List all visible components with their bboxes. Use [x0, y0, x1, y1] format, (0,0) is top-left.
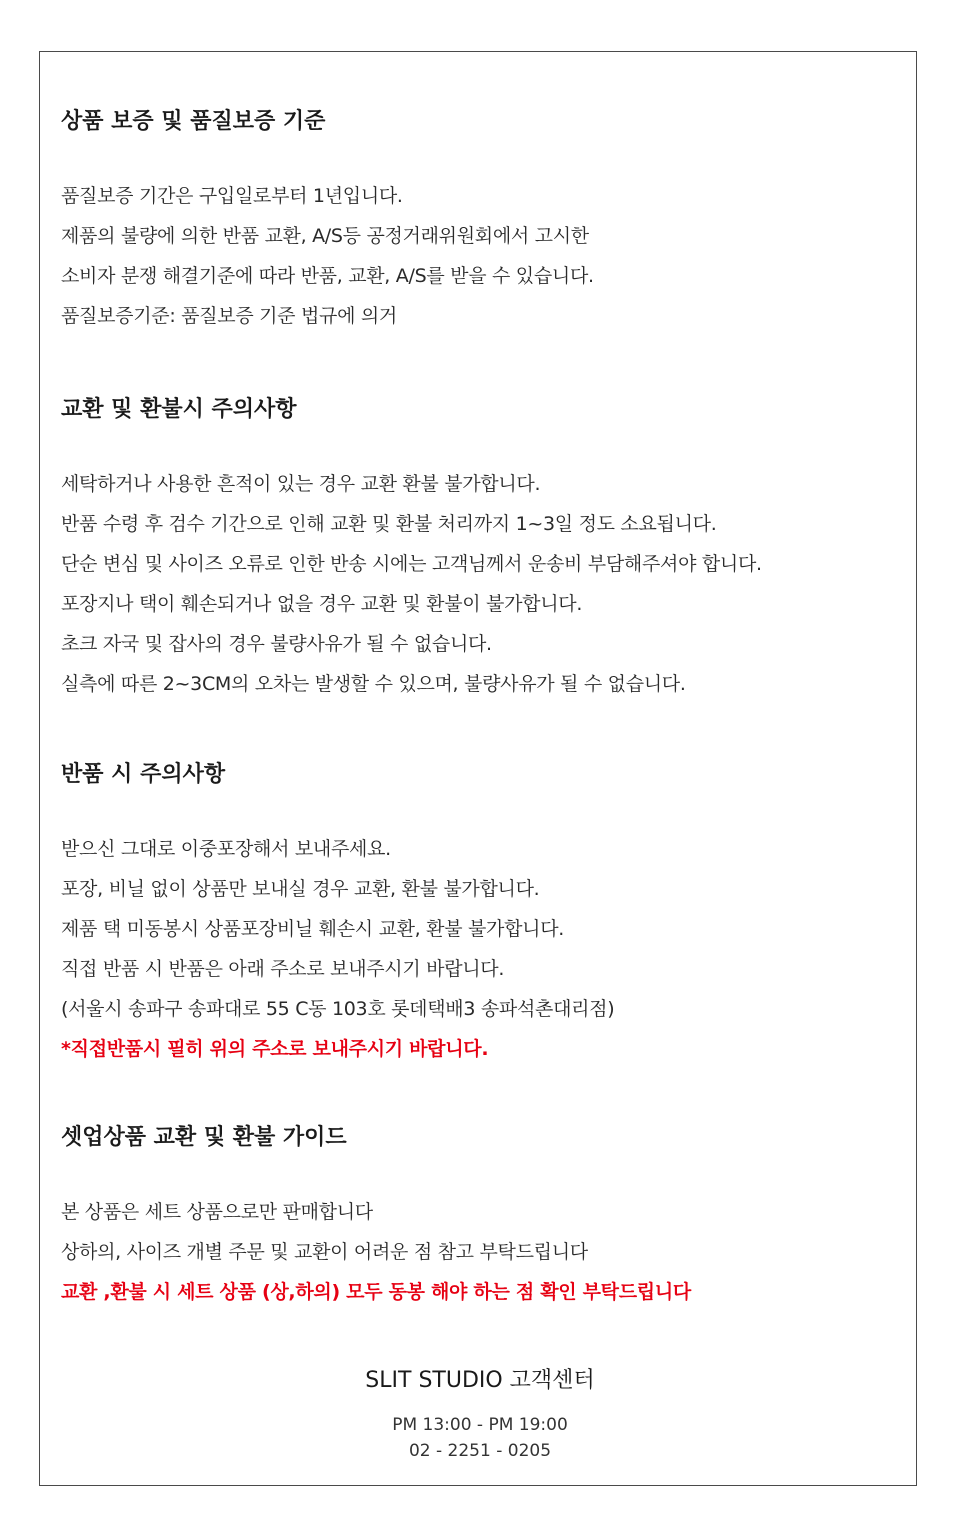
section-lines: [61, 464, 921, 704]
notice-line: 반품 수령 후 검수 기간으로 인해 교환 및 환불 처리까지 1~3일 정도 소요됩니다.: [61, 513, 717, 535]
notice-line: 실측에 따른 2~3CM의 오차는 발생할 수 있으며, 불량사유가 될 수 없습니다.: [61, 673, 686, 695]
customer-center-phone: 02 - 2251 - 0205: [408, 1441, 552, 1461]
notice-line: 본 상품은 세트 상품으로만 판매합니다: [61, 1201, 373, 1223]
notice-line-emphasis: *직접반품시 필히 위의 주소로 보내주시기 바랍니다.: [61, 1038, 489, 1060]
notice-line: 제품 택 미동봉시 상품포장비닐 훼손시 교환, 환불 불가합니다.: [61, 918, 565, 940]
section-title: 반품 시 주의사항: [61, 762, 226, 787]
section-title: 교환 및 환불시 주의사항: [61, 397, 297, 422]
section-title: 상품 보증 및 품질보증 기준: [61, 109, 326, 134]
notice-line: 단순 변심 및 사이즈 오류로 인한 반송 시에는 고객님께서 운송비 부담해주셔야 합니다.: [61, 553, 762, 575]
notice-line: 품질보증기준: 품질보증 기준 법규에 의거: [61, 305, 397, 327]
section-lines: [61, 1192, 921, 1312]
section-warranty: [61, 108, 921, 336]
section-return: [61, 761, 921, 1069]
section-lines: [61, 829, 921, 1069]
notice-line: 세탁하거나 사용한 흔적이 있는 경우 교환 환불 불가합니다.: [61, 473, 541, 495]
notice-line: 소비자 분쟁 해결기준에 따라 반품, 교환, A/S를 받을 수 있습니다.: [61, 265, 594, 287]
notice-line: 품질보증 기간은 구입일로부터 1년입니다.: [61, 185, 403, 207]
section-lines: [61, 176, 921, 336]
notice-line: 초크 자국 및 잡사의 경우 불량사유가 될 수 없습니다.: [61, 633, 492, 655]
customer-center-title: SLIT STUDIO 고객센터: [365, 1368, 595, 1393]
customer-center-hours: PM 13:00 - PM 19:00: [392, 1415, 568, 1435]
notice-line: 포장지나 택이 훼손되거나 없을 경우 교환 및 환불이 불가합니다.: [61, 593, 583, 615]
notice-line: 받으신 그대로 이중포장해서 보내주세요.: [61, 838, 391, 860]
section-exchange-refund: [61, 396, 921, 704]
section-title: 셋업상품 교환 및 환불 가이드: [61, 1125, 347, 1150]
notice-line: (서울시 송파구 송파대로 55 C동 103호 롯데택배3 송파석촌대리점): [61, 998, 615, 1020]
notice-line: 포장, 비닐 없이 상품만 보내실 경우 교환, 환불 불가합니다.: [61, 878, 540, 900]
section-setup-guide: [61, 1124, 921, 1312]
notice-line: 제품의 불량에 의한 반품 교환, A/S등 공정거래위원회에서 고시한: [61, 225, 589, 247]
notice-line-emphasis: 교환 ,환불 시 세트 상품 (상,하의) 모두 동봉 해야 하는 점 확인 부탁드립니다: [61, 1281, 691, 1303]
notice-line: 상하의, 사이즈 개별 주문 및 교환이 어려운 점 참고 부탁드립니다: [61, 1241, 588, 1263]
notice-line: 직접 반품 시 반품은 아래 주소로 보내주시기 바랍니다.: [61, 958, 505, 980]
